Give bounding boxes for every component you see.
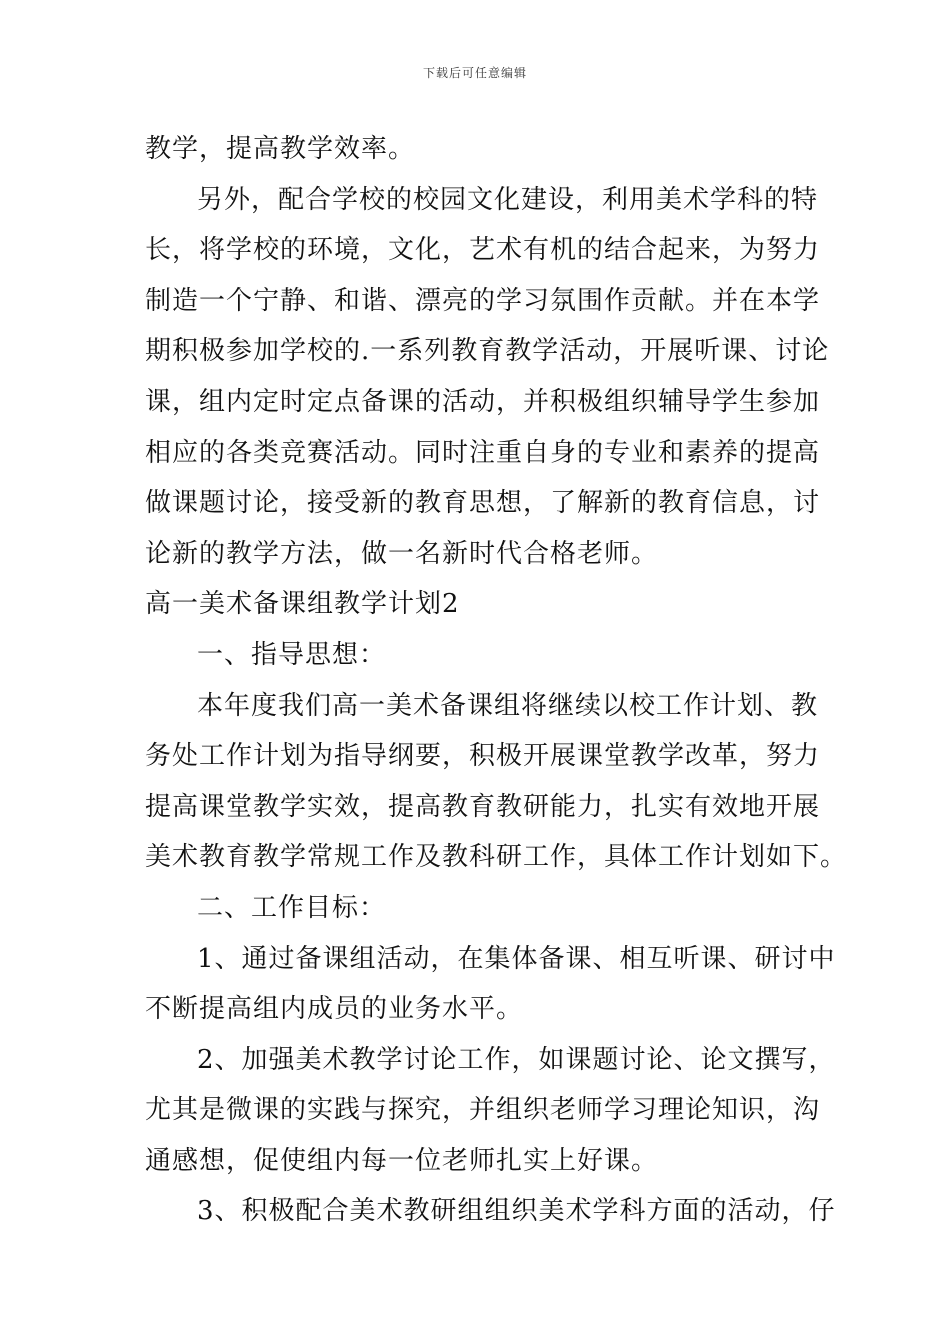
text-line: 1、通过备课组活动，在集体备课、相互听课、研讨中	[197, 943, 836, 974]
text-line: 做课题讨论，接受新的教育思想，了解新的教育信息，讨	[145, 488, 821, 519]
text-line: 长，将学校的环境，文化，艺术有机的结合起来，为努力	[145, 235, 821, 266]
text-line: 提高课堂教学实效，提高教育教研能力，扎实有效地开展	[145, 791, 821, 822]
text-line: 高一美术备课组教学计划2	[145, 589, 460, 620]
text-line: 制造一个宁静、和谐、漂亮的学习氛围作贡献。并在本学	[145, 285, 821, 316]
text-line: 美术教育教学常规工作及教科研工作，具体工作计划如下。	[145, 842, 848, 873]
document-body	[145, 124, 848, 1237]
page-header: 下载后可任意编辑	[422, 66, 527, 80]
text-line: 另外，配合学校的校园文化建设，利用美术学科的特	[197, 184, 819, 215]
text-line: 尤其是微课的实践与探究，并组织老师学习理论知识，沟	[145, 1095, 821, 1126]
text-line: 一、指导思想：	[197, 639, 387, 670]
text-line: 二、工作目标：	[197, 892, 387, 923]
text-line: 论新的教学方法，做一名新时代合格老师。	[145, 538, 659, 569]
text-line: 2、加强美术教学讨论工作，如课题讨论、论文撰写，	[197, 1044, 836, 1075]
text-line: 务处工作计划为指导纲要，积极开展课堂教学改革，努力	[145, 741, 821, 772]
text-line: 期积极参加学校的.一系列教育教学活动，开展听课、讨论	[145, 336, 830, 367]
text-line: 教学，提高教学效率。	[145, 134, 416, 164]
text-line: 相应的各类竞赛活动。同时注重自身的专业和素养的提高	[145, 437, 821, 468]
text-line: 课，组内定时定点备课的活动，并积极组织辅导学生参加	[145, 386, 821, 417]
text-line: 通感想，促使组内每一位老师扎实上好课。	[145, 1145, 659, 1176]
text-line: 不断提高组内成员的业务水平。	[145, 994, 524, 1025]
text-line: 3、积极配合美术教研组组织美术学科方面的活动，仔	[197, 1196, 836, 1227]
text-line: 本年度我们高一美术备课组将继续以校工作计划、教	[197, 690, 819, 721]
